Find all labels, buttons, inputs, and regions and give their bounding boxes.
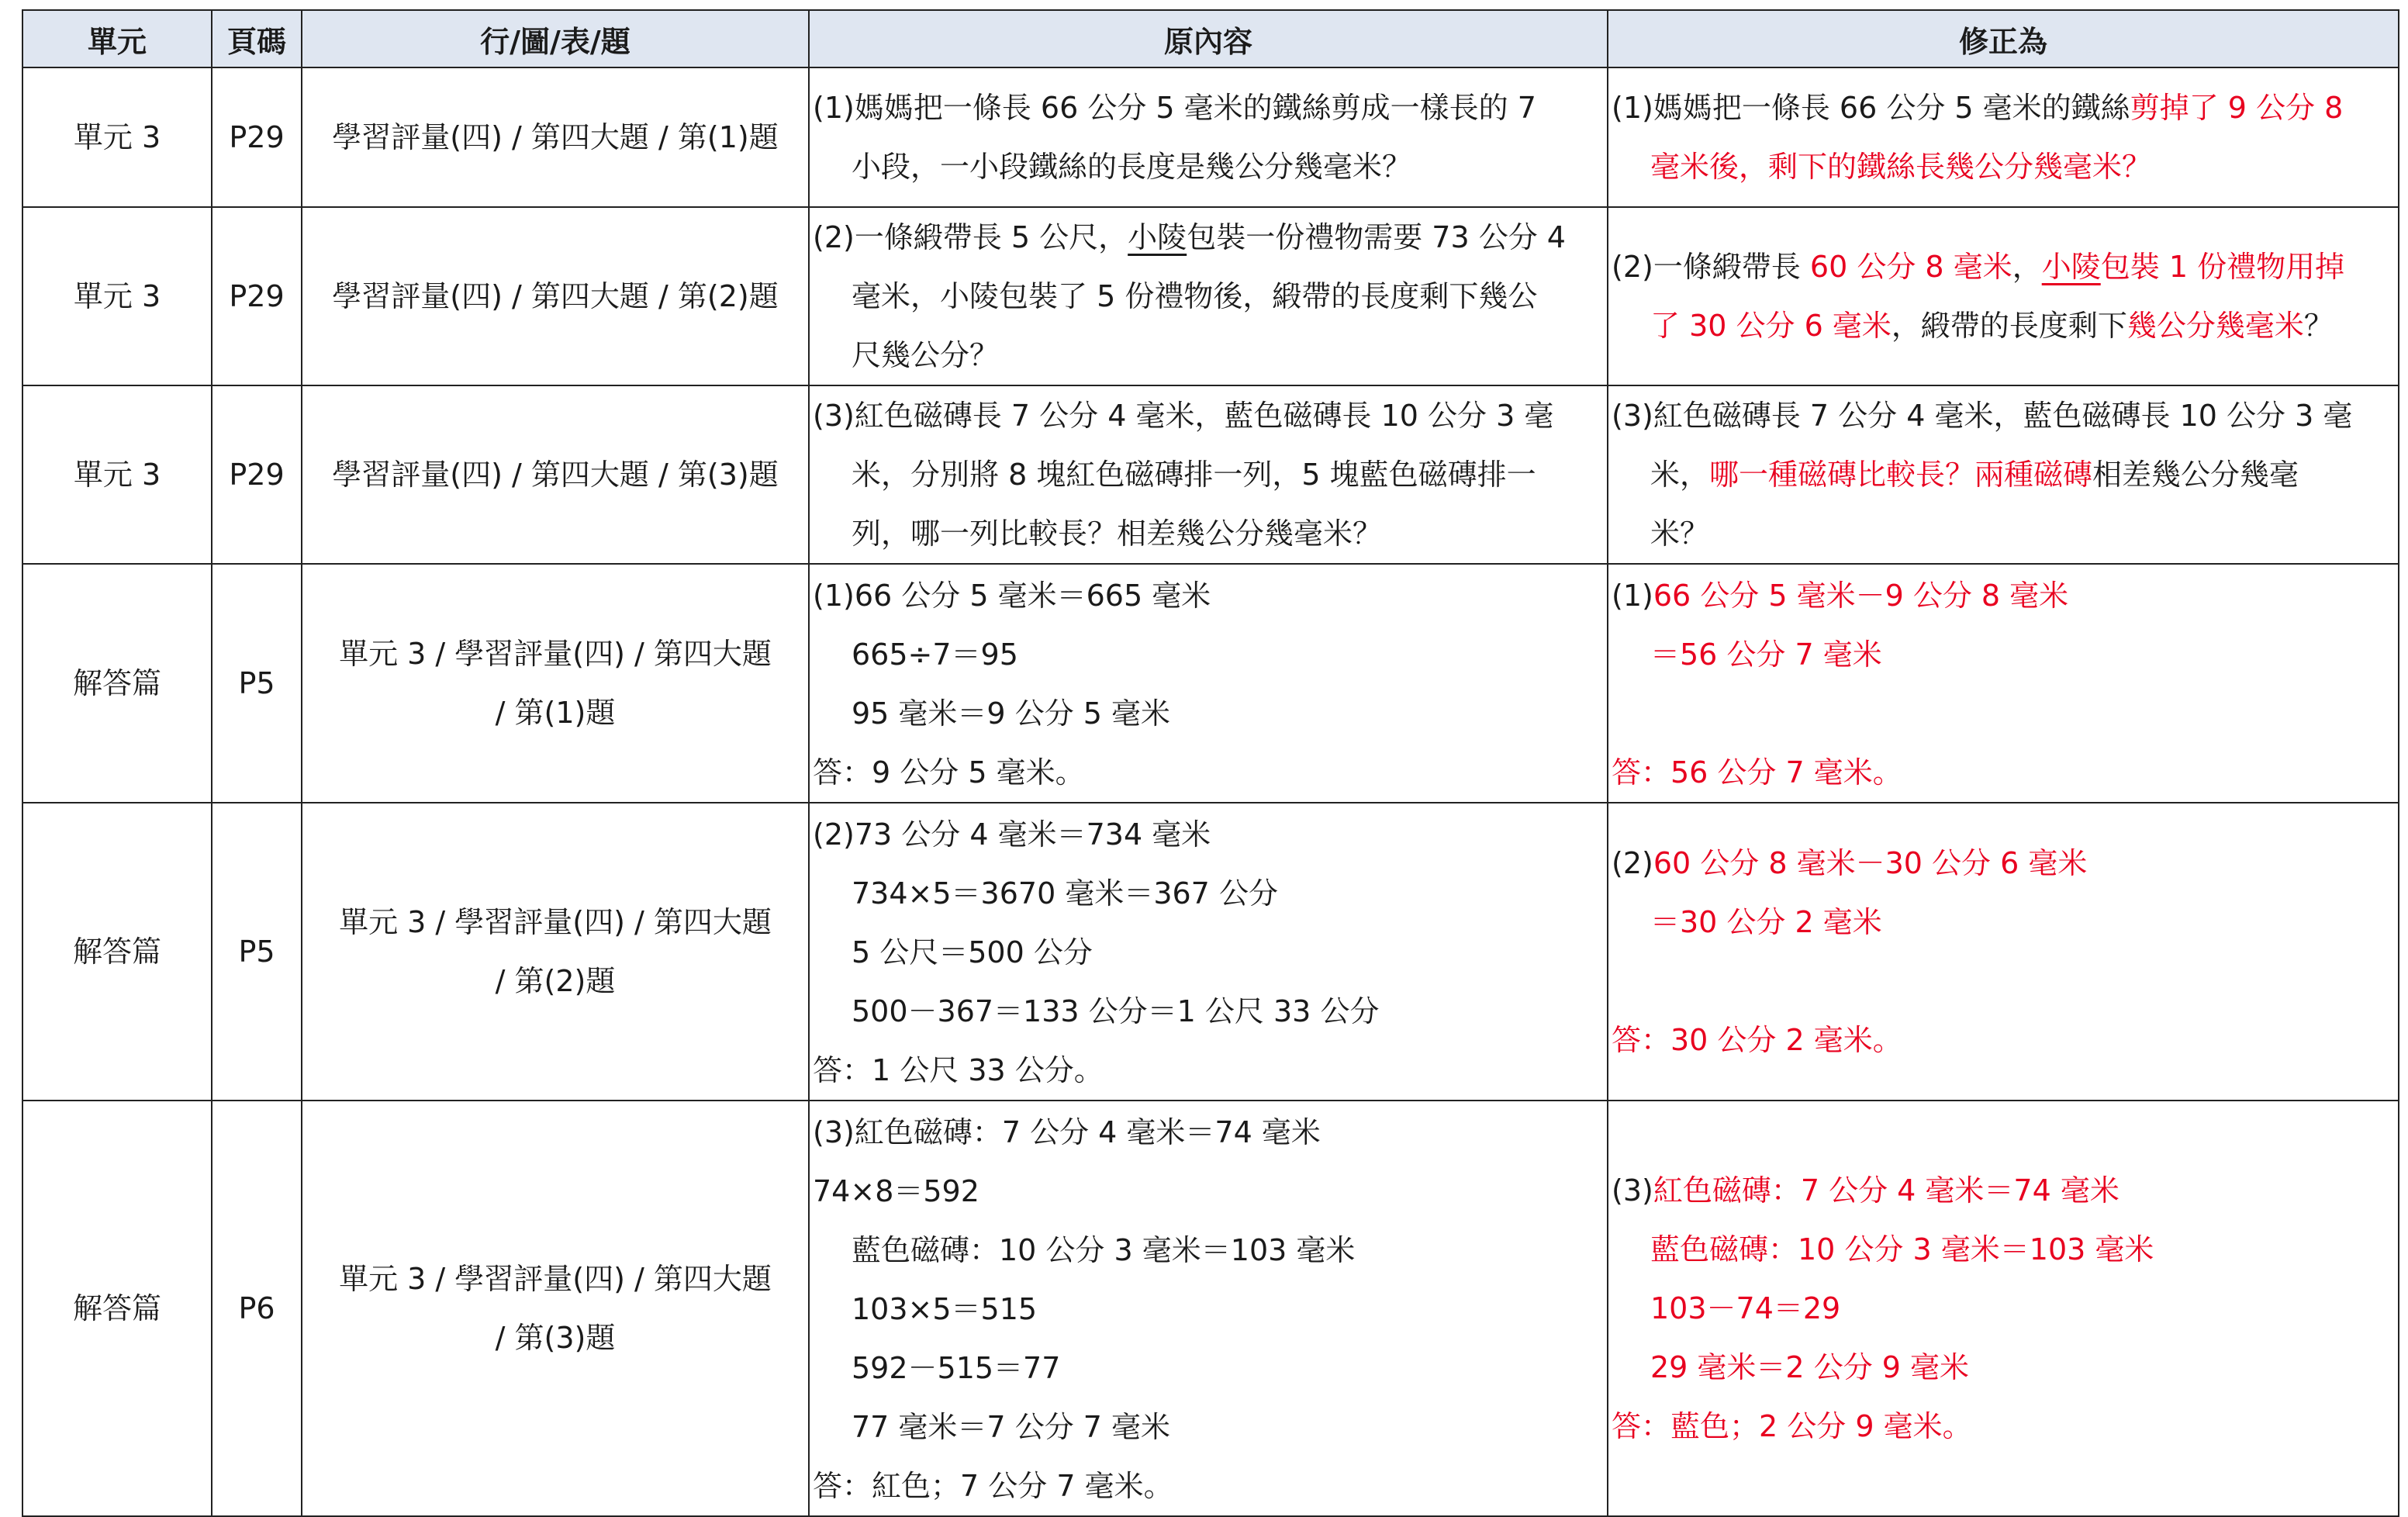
- text-line: (1)66 公分 5 毫米＝665 毫米: [813, 579, 1211, 613]
- cell-corrected: [1608, 67, 2399, 207]
- text-span: (3): [1612, 1173, 1653, 1208]
- cell-page: P5: [212, 803, 302, 1101]
- cell-unit: 單元 3: [22, 207, 212, 385]
- text-line: 500－367＝133 公分＝1 公尺 33 公分: [852, 994, 1380, 1028]
- location-line: / 第(2)題: [495, 964, 616, 998]
- correction-answer: 答：30 公分 2 毫米。: [1612, 1023, 1902, 1057]
- text-line: (3)紅色磁磚長 7 公分 4 毫米，藍色磁磚長 10 公分 3 毫: [813, 399, 1554, 433]
- text-line: 665÷7＝95: [852, 638, 1018, 672]
- header-location: 行/圖/表/題: [302, 10, 809, 67]
- correction-span: 60 公分 8 毫米－30 公分 6 毫米: [1653, 846, 2088, 880]
- location-line: 單元 3 / 學習評量(四) / 第四大題: [339, 637, 772, 671]
- table-row: [22, 803, 2399, 1101]
- cell-page: P29: [212, 385, 302, 564]
- text-span: (1): [1612, 579, 1653, 613]
- correction-line: ＝30 公分 2 毫米: [1650, 905, 1882, 939]
- text-line: [1612, 78, 2395, 137]
- text-span: (1)媽媽把一條長 66 公分 5 毫米的鐵絲: [1612, 91, 2130, 125]
- cell-location: 學習評量(四) / 第四大題 / 第(3)題: [302, 385, 809, 564]
- text-line: [1612, 566, 2395, 625]
- text-line: 尺幾公分？: [852, 338, 1000, 372]
- text-span: 包裝一份禮物需要 73 公分 4: [1187, 220, 1566, 254]
- header-original: 原內容: [809, 10, 1608, 67]
- text-line: (3)紅色磁磚：7 公分 4 毫米＝74 毫米: [813, 1115, 1321, 1149]
- text-span: ，緞帶的長度剩下: [1891, 309, 2127, 343]
- cell-page: P29: [212, 67, 302, 207]
- text-line: 74×8＝592: [813, 1174, 979, 1208]
- correction-answer: 答：56 公分 7 毫米。: [1612, 755, 1902, 790]
- text-line: 5 公尺＝500 公分: [852, 935, 1093, 969]
- correction-line: 103－74＝29: [1650, 1291, 1841, 1325]
- text-line: 答：紅色；7 公分 7 毫米。: [813, 1469, 1173, 1503]
- text-span: (2)一條緞帶長: [1612, 250, 1810, 284]
- table-row: [22, 1101, 2399, 1516]
- spacer: [1612, 952, 2395, 1011]
- cell-original: [809, 385, 1608, 564]
- cell-location: [302, 803, 809, 1101]
- correction-span: 60 公分 8 毫米: [1809, 250, 2012, 284]
- location-line: / 第(3)題: [495, 1321, 616, 1355]
- spacer: [1612, 684, 2395, 743]
- cell-unit: 解答篇: [22, 803, 212, 1101]
- location-line: / 第(1)題: [495, 696, 616, 730]
- cell-corrected: [1608, 385, 2399, 564]
- correction-span: 66 公分 5 毫米－9 公分 8 毫米: [1653, 579, 2069, 613]
- cell-original: [809, 803, 1608, 1101]
- cell-location: [302, 564, 809, 803]
- text-span: (2): [1612, 846, 1653, 880]
- cell-page: P5: [212, 564, 302, 803]
- text-line: 答：1 公尺 33 公分。: [813, 1053, 1104, 1087]
- correction-span: 剪掉了 9 公分 8: [2130, 91, 2344, 125]
- cell-page: P6: [212, 1101, 302, 1516]
- location-line: 單元 3 / 學習評量(四) / 第四大題: [339, 1262, 772, 1296]
- text-line: [1612, 1161, 2395, 1220]
- correction-line: 藍色磁磚：10 公分 3 毫米＝103 毫米: [1650, 1232, 2154, 1266]
- location-line: 單元 3 / 學習評量(四) / 第四大題: [339, 905, 772, 939]
- text-line: [1612, 445, 2395, 504]
- table-row: [22, 564, 2399, 803]
- cell-location: [302, 1101, 809, 1516]
- text-line: 列，哪一列比較長？相差幾公分幾毫米？: [852, 517, 1383, 551]
- cell-original: [809, 207, 1608, 385]
- text-line: 毫米，小陵包裝了 5 份禮物後，緞帶的長度剩下幾公: [852, 279, 1538, 313]
- correction-line: ＝56 公分 7 毫米: [1650, 638, 1882, 672]
- text-line: 米，分別將 8 塊紅色磁磚排一列，5 塊藍色磁磚排一: [852, 458, 1536, 492]
- table-row: [22, 385, 2399, 564]
- cell-unit: 單元 3: [22, 67, 212, 207]
- header-unit: 單元: [22, 10, 212, 67]
- text-span: ？: [2303, 309, 2334, 343]
- correction-span: 小陵: [2041, 250, 2101, 284]
- text-line: 答：9 公分 5 毫米。: [813, 755, 1085, 790]
- text-span: 米，: [1650, 458, 1710, 492]
- text-line: 小段，一小段鐵絲的長度是幾公分幾毫米？: [852, 150, 1412, 184]
- cell-original: [809, 564, 1608, 803]
- text-line: [1612, 834, 2395, 893]
- header-row: [22, 10, 2399, 67]
- cell-location: 學習評量(四) / 第四大題 / 第(1)題: [302, 67, 809, 207]
- cell-corrected: [1608, 1101, 2399, 1516]
- header-corrected: 修正為: [1608, 10, 2399, 67]
- text-line: [1612, 296, 2395, 355]
- correction-answer: 答：藍色；2 公分 9 毫米。: [1612, 1409, 1972, 1443]
- cell-corrected: [1608, 803, 2399, 1101]
- text-line: [1612, 237, 2395, 296]
- cell-unit: 單元 3: [22, 385, 212, 564]
- text-line: 藍色磁磚：10 公分 3 毫米＝103 毫米: [852, 1233, 1356, 1267]
- text-line: 734×5＝3670 毫米＝367 公分: [852, 876, 1278, 911]
- text-line: [813, 208, 1604, 267]
- text-line: 592－515＝77: [852, 1351, 1061, 1385]
- text-line: 103×5＝515: [852, 1292, 1038, 1326]
- cell-corrected: [1608, 564, 2399, 803]
- cell-corrected: [1608, 207, 2399, 385]
- correction-span: 幾公分幾毫米: [2126, 309, 2304, 343]
- cell-location: 學習評量(四) / 第四大題 / 第(2)題: [302, 207, 809, 385]
- text-span: ，: [2012, 250, 2042, 284]
- correction-span: 了 30 公分 6 毫米: [1650, 309, 1892, 343]
- underlined-name: 小陵: [1128, 220, 1187, 254]
- correction-span: 哪一種磁磚比較長？兩種磁磚: [1709, 458, 2093, 492]
- text-line: (2)73 公分 4 毫米＝734 毫米: [813, 817, 1211, 852]
- correction-line: 毫米後，剩下的鐵絲長幾公分幾毫米？: [1650, 150, 2152, 184]
- text-span: 相差幾公分幾毫: [2092, 458, 2299, 492]
- cell-unit: 解答篇: [22, 1101, 212, 1516]
- table-row: [22, 207, 2399, 385]
- cell-original: [809, 67, 1608, 207]
- correction-span: 包裝 1 份禮物用掉: [2100, 250, 2345, 284]
- cell-page: P29: [212, 207, 302, 385]
- text-line: (1)媽媽把一條長 66 公分 5 毫米的鐵絲剪成一樣長的 7: [813, 91, 1536, 125]
- cell-unit: 解答篇: [22, 564, 212, 803]
- text-span: (2)一條緞帶長 5 公尺，: [813, 220, 1128, 254]
- cell-original: [809, 1101, 1608, 1516]
- header-page: 頁碼: [212, 10, 302, 67]
- text-line: 米？: [1650, 517, 1710, 551]
- text-line: 95 毫米＝9 公分 5 毫米: [852, 696, 1171, 731]
- text-line: (3)紅色磁磚長 7 公分 4 毫米，藍色磁磚長 10 公分 3 毫: [1612, 399, 2353, 433]
- errata-table: [22, 9, 2399, 1517]
- correction-line: 29 毫米＝2 公分 9 毫米: [1650, 1350, 1970, 1384]
- correction-span: 紅色磁磚：7 公分 4 毫米＝74 毫米: [1653, 1173, 2120, 1208]
- text-line: 77 毫米＝7 公分 7 毫米: [852, 1410, 1171, 1444]
- table-row: [22, 67, 2399, 207]
